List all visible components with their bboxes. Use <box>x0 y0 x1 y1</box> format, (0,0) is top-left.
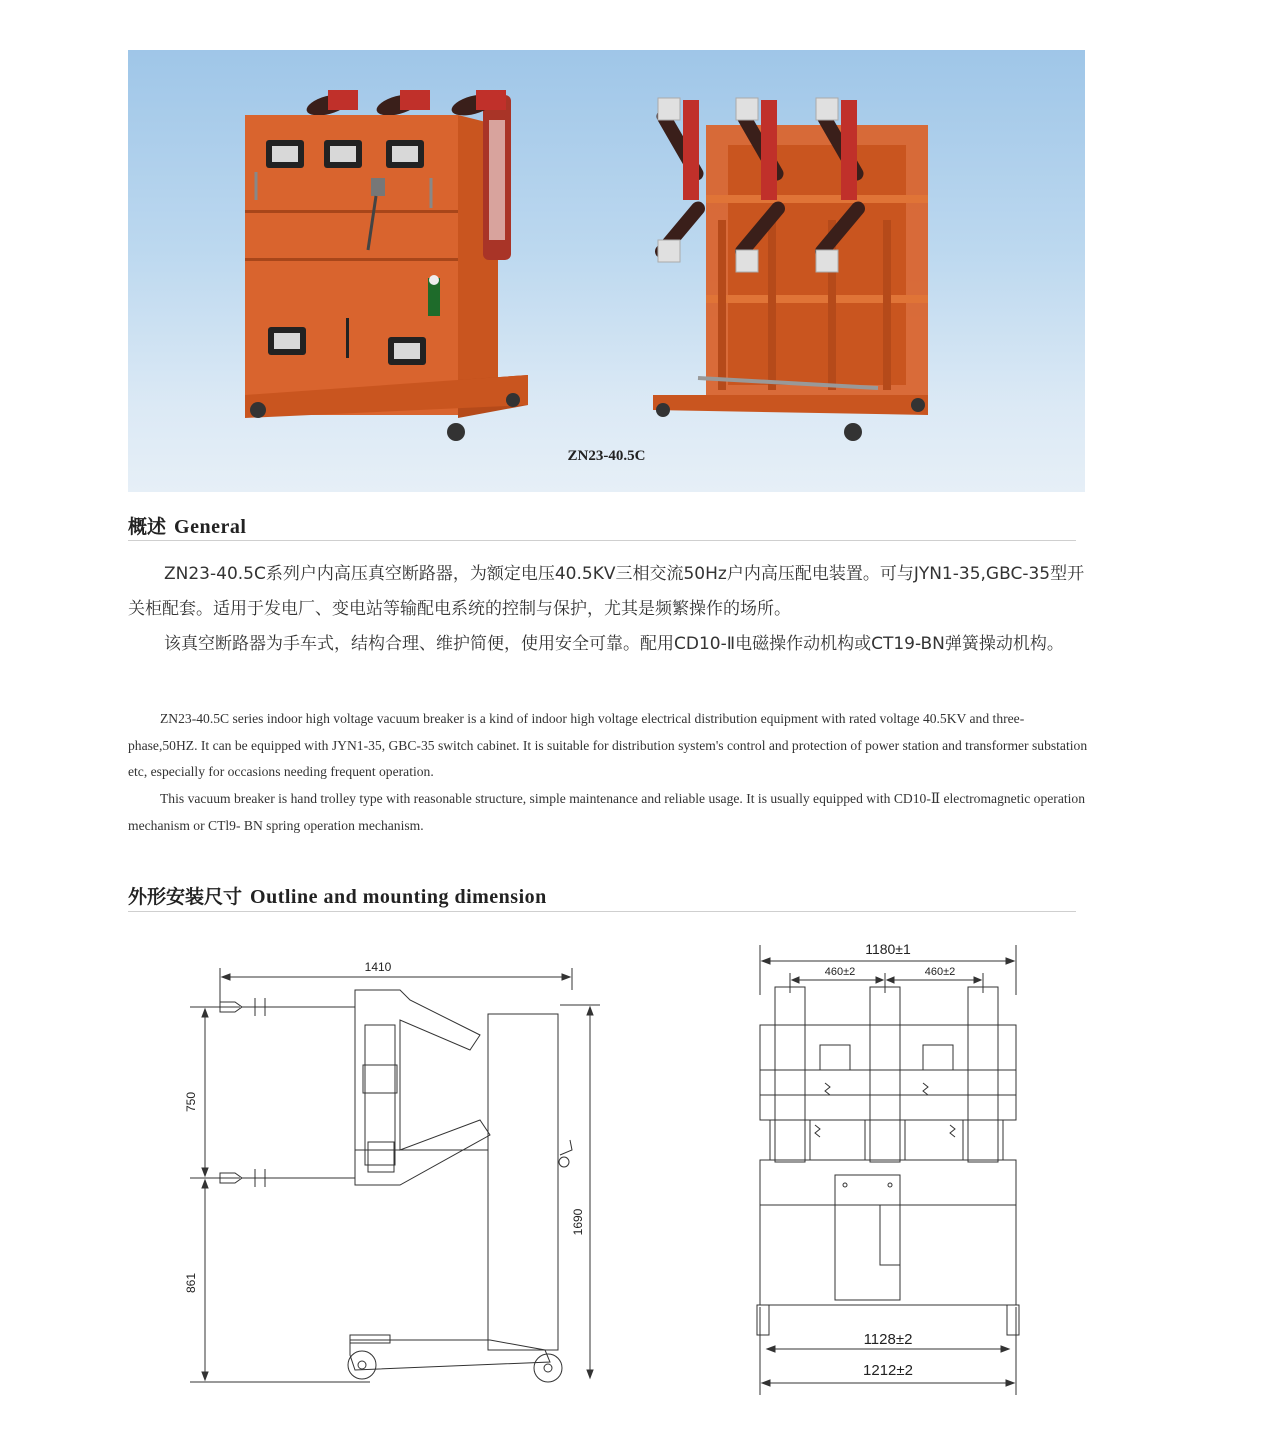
dim-overall-width: 1180±1 <box>865 941 911 957</box>
dim-total-height-1690: 1690 <box>571 1208 585 1236</box>
en-paragraph-2: This vacuum breaker is hand trolley type with reasonable structure, simple maintenance and reliable usage. It is usually equipped with CD10-Ⅱ electromagnetic operation mechanism or CTl9- BN spring operation mechanism. <box>128 791 1086 833</box>
zh-paragraph-1: ZN23-40.5C系列户内高压真空断路器，为额定电压40.5KV三相交流50Hz户内高压配电装置。可与JYN1-35,GBC-35型开关柜配套。适用于发电厂、变电站等输配电系统的控制与保护，尤其是频繁操作的场所。 <box>128 564 1085 619</box>
product-photo <box>128 50 1085 492</box>
breaker-illustration <box>128 50 1085 492</box>
model-caption: ZN23-40.5C <box>567 448 646 464</box>
general-en-text <box>128 706 1090 840</box>
front-breaker-drawing <box>245 90 528 441</box>
dim-pole-spacing-750: 750 <box>184 1091 198 1113</box>
dim-base-width: 1212±2 <box>863 1362 913 1379</box>
side-view-drawing <box>170 950 610 1400</box>
outline-title-zh: 外形安装尺寸 <box>128 886 243 908</box>
dim-phase-spacing-right: 460±2 <box>924 966 956 978</box>
general-title-en: General <box>174 516 247 538</box>
dim-phase-spacing-left: 460±2 <box>824 966 856 978</box>
general-title-zh: 概述 <box>128 516 167 538</box>
zh-paragraph-2: 该真空断路器为手车式，结构合理、维护简便，使用安全可靠。配用CD10-Ⅱ电磁操作动机构或CT19-BN弹簧操动机构。 <box>164 634 1064 654</box>
dim-lower-height-861: 861 <box>184 1272 198 1294</box>
outline-title-en: Outline and mounting dimension <box>250 886 547 908</box>
en-paragraph-1: ZN23-40.5C series indoor high voltage vacuum breaker is a kind of indoor high voltage electrical distribution equipment with rated voltage 40.5KV and three-phase,50HZ. It can be equipped with JYN1-35, GBC-35 switch cabinet. It is suitable for distribution system's control and protection of power station and transformer substation etc, especially for occasions needing frequent operation. <box>128 711 1088 780</box>
front-view-drawing <box>745 935 1035 1405</box>
dim-width-1410: 1410 <box>364 960 392 974</box>
general-heading <box>128 512 1076 541</box>
dim-wheel-track: 1128±2 <box>863 1331 913 1348</box>
rear-breaker-drawing <box>652 98 928 441</box>
general-zh-text <box>128 557 1088 662</box>
outline-heading <box>128 882 1076 912</box>
